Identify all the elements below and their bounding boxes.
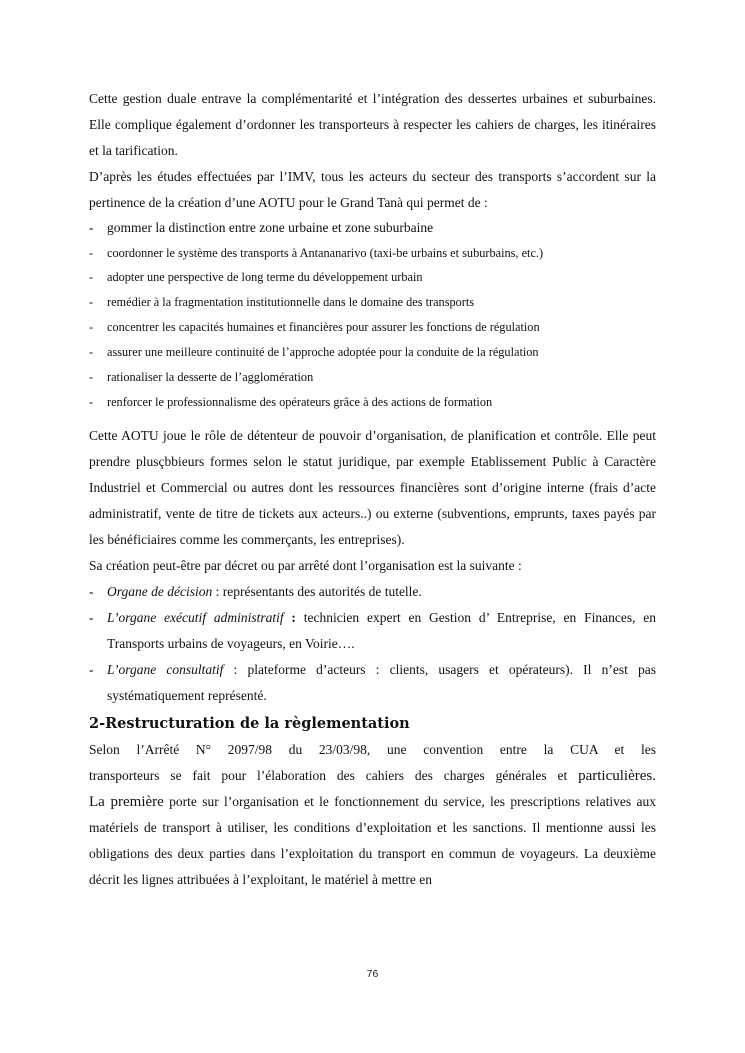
list-item: - gommer la distinction entre zone urbaine et zone suburbaine — [89, 216, 656, 241]
section2-line2-emph: particulières. — [578, 767, 656, 784]
list-item-organ-executive — [89, 605, 656, 657]
organ-name: Organe de décision — [107, 583, 213, 599]
section2-paragraph-text: porte sur l’organisation et le fonctionnement du service, les prescriptions relatives aux matériels de transport à utiliser, les conditions d’exploitation et les sanctions. Il mentionne aussi les obligations des deux parties dans l’exploitation du transport en commun de voyageurs. La deuxième décrit les lignes attribuées à l’exploitant, le matériel à mettre en — [89, 793, 656, 887]
list-item: - rationaliser la desserte de l’agglomération — [89, 365, 656, 390]
list-item: - remédier à la fragmentation institutionnelle dans le domaine des transports — [89, 290, 656, 315]
section2-line1: Selon l’Arrêté N° 2097/98 du 23/03/98, une convention entre la CUA et les — [89, 741, 656, 757]
organs-list — [89, 579, 656, 709]
list-item: - renforcer le professionnalisme des opérateurs grâce à des actions de formation — [89, 390, 656, 415]
document-page — [89, 86, 656, 893]
section2-first-label: La première — [89, 793, 164, 810]
list-item: - coordonner le système des transports à Antananarivo (taxi-be urbains et suburbains, etc.) — [89, 241, 656, 266]
organ-name: L’organe consultatif — [107, 661, 224, 677]
list-item: - adopter une perspective de long terme du développement urbain — [89, 265, 656, 290]
aotu-benefits-list-a — [89, 216, 656, 241]
page-number: 76 — [366, 968, 379, 980]
organ-separator: : — [283, 609, 304, 625]
organ-description: représentants des autorités de tutelle. — [222, 583, 422, 599]
paragraph-creation: Sa création peut-être par décret ou par arrêté dont l’organisation est la suivante : — [89, 557, 522, 573]
organ-description: plateforme d’acteurs : clients, usagers et opérateurs). Il n’est pas systématiquement représenté. — [107, 661, 656, 703]
section2-paragraph — [89, 789, 656, 893]
list-item: - assurer une meilleure continuité de l’approche adoptée pour la conduite de la régulation — [89, 340, 656, 365]
organ-name: L’organe exécutif administratif — [107, 609, 284, 625]
spacer — [89, 415, 656, 423]
list-item: - concentrer les capacités humaines et financières pour assurer les fonctions de régulation — [89, 315, 656, 340]
section2-line2-text: transporteurs se fait pour l’élaboration des cahiers des charges générales et — [89, 767, 568, 783]
section2-line2 — [89, 763, 656, 789]
paragraph-imv-studies: D’après les études effectuées par l’IMV, tous les acteurs du secteur des transports s’accordent sur la pertinence de la création d’une AOTU pour le Grand Tanà qui permet de : — [89, 169, 656, 210]
organ-separator: : — [212, 583, 223, 599]
list-item-organ-consultative — [89, 657, 656, 709]
section-heading: 2-Restructuration de la règlementation — [89, 714, 410, 732]
organ-description: technicien expert en Gestion d’ Entreprise, en Finances, en Transports urbains de voyageurs, en Voirie…. — [107, 609, 657, 651]
list-item-organ-decision — [89, 579, 656, 605]
paragraph-aotu-role: Cette AOTU joue le rôle de détenteur de pouvoir d’organisation, de planification et contrôle. Elle peut prendre plusçbbieurs formes selon le statut juridique, par exemple Etablissement Public à Caractère Industriel et Commercial ou autres dont les ressources financières sont d’origine interne (frais d’acte administratif, vente de titre de tickets aux acteurs..) ou externe (subventions, emprunts, taxes payés par les bénéficiaires comme les commerçants, les entreprises). — [89, 427, 656, 547]
aotu-benefits-list-b — [89, 241, 656, 415]
organ-separator: : — [223, 661, 248, 677]
paragraph-dual-management: Cette gestion duale entrave la complémentarité et l’intégration des dessertes urbaines et suburbaines. Elle complique également d’ordonner les transporteurs à respecter les cahiers de charges, les itinéraires et la tarification. — [89, 91, 656, 158]
